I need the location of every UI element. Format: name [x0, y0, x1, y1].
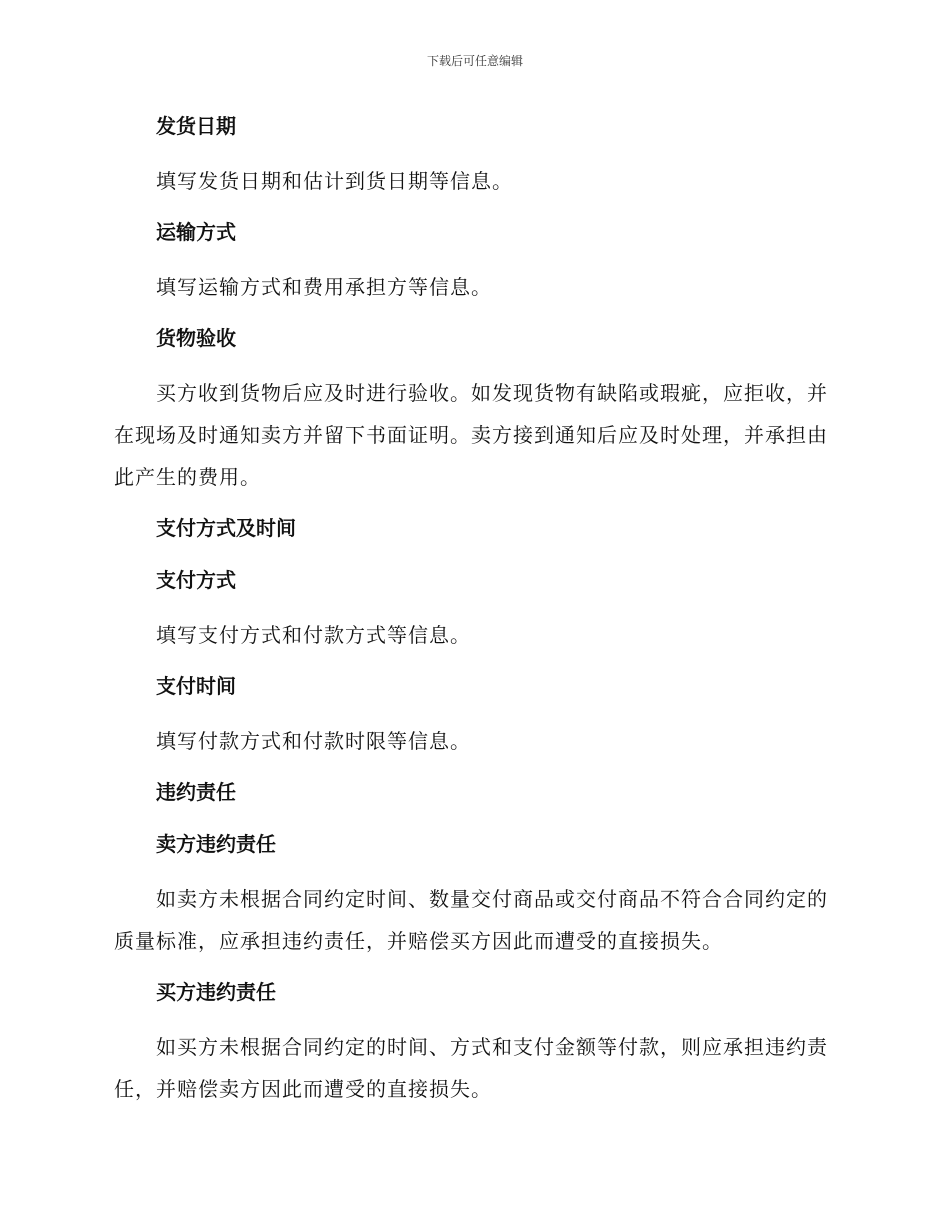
heading-delivery-date: 发货日期 [156, 114, 236, 138]
para-delivery-date: 填写发货日期和估计到货日期等信息。 [156, 169, 513, 193]
para-seller-breach: 如卖方未根据合同约定时间、数量交付商品或交付商品不符合合同约定的质量标准，应承担违约责任，并赔偿买方因此而遭受的直接损失。 [114, 887, 828, 953]
para-payment-method: 填写支付方式和付款方式等信息。 [156, 623, 471, 647]
heading-seller-breach: 卖方违约责任 [156, 832, 276, 856]
heading-buyer-breach: 买方违约责任 [156, 980, 276, 1004]
page-header: 下载后可任意编辑 [426, 54, 523, 68]
heading-payment-method: 支付方式 [156, 568, 236, 592]
para-goods-inspection: 买方收到货物后应及时进行验收。如发现货物有缺陷或瑕疵，应拒收，并在现场及时通知卖方并留下书面证明。卖方接到通知后应及时处理，并承担由此产生的费用。 [114, 381, 828, 489]
para-payment-time: 填写付款方式和付款时限等信息。 [156, 729, 471, 753]
heading-goods-inspection: 货物验收 [156, 326, 236, 350]
document-body [114, 108, 836, 1122]
heading-payment-method-and-time: 支付方式及时间 [156, 516, 296, 540]
heading-transport-method: 运输方式 [156, 220, 236, 244]
heading-payment-time: 支付时间 [156, 674, 236, 698]
heading-breach-liability: 违约责任 [156, 780, 236, 804]
para-buyer-breach: 如买方未根据合同约定的时间、方式和支付金额等付款，则应承担违约责任，并赔偿卖方因此而遭受的直接损失。 [114, 1035, 828, 1101]
para-transport-method: 填写运输方式和费用承担方等信息。 [156, 275, 492, 299]
